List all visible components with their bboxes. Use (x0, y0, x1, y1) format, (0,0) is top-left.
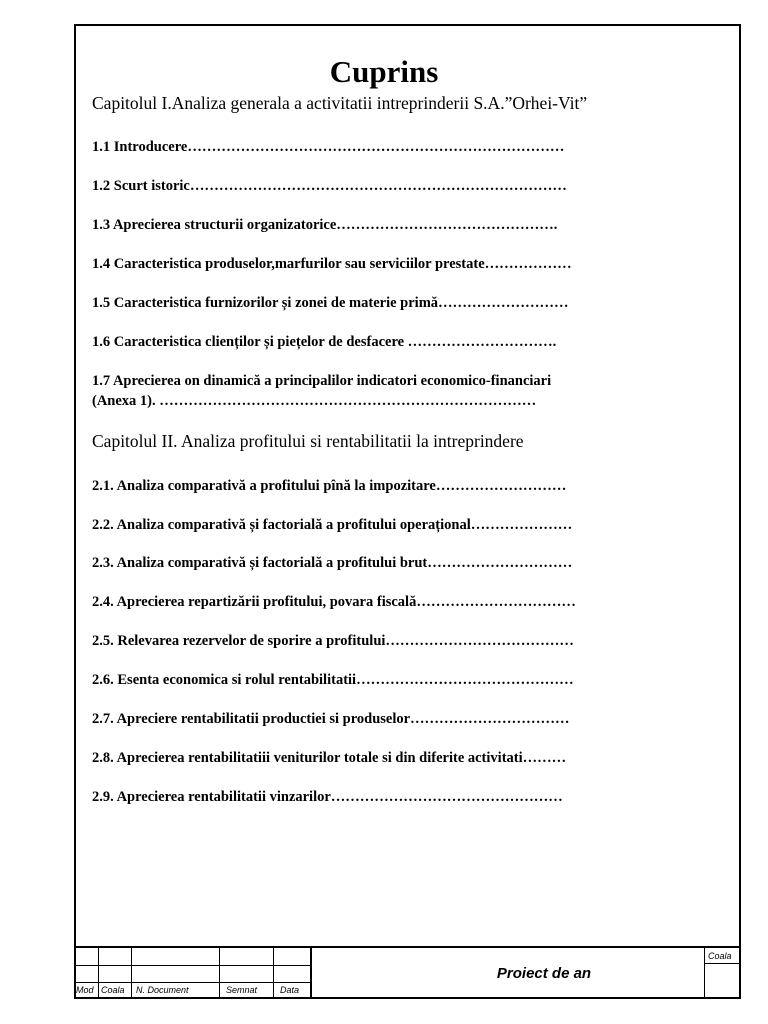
toc-entry-2-3: 2.3. Analiza comparativă și factorială a profitului brut………………………… (92, 555, 573, 571)
page-title: Cuprins (329, 54, 439, 89)
toc-entry-2-1: 2.1. Analiza comparativă a profitului pînă la impozitare……………………… (92, 478, 567, 494)
toc-entry-1-7 (92, 371, 551, 411)
page-frame (74, 24, 741, 999)
stamp-col-divider (219, 948, 220, 999)
toc-entry-2-5: 2.5. Relevarea rezervelor de sporire a profitului………………………………… (92, 633, 574, 649)
toc-entry-2-9: 2.9. Aprecierea rentabilitatii vinzarilor………………………………………… (92, 789, 563, 805)
sheet-label: Coala (708, 951, 732, 961)
title-block (74, 946, 741, 999)
toc-entry-1-7-line-2: (Anexa 1). …………………………………………………………………… (92, 393, 537, 409)
toc-entry-1-6: 1.6 Caracteristica clienților și piețelor de desfacere …………………………. (92, 334, 557, 350)
toc-entry-1-2: 1.2 Scurt istoric…………………………………………………………………… (92, 178, 567, 194)
stamp-sheet-divider (704, 963, 741, 964)
stamp-row-divider (74, 965, 310, 966)
toc-entry-2-2: 2.2. Analiza comparativă și factorială a profitului operațional………………… (92, 517, 573, 533)
toc-entry-1-3: 1.3 Aprecierea structurii organizatorice………………………………………. (92, 217, 558, 233)
project-label: Proiect de an (496, 965, 592, 982)
stamp-col-semnat: Semnat (226, 985, 258, 995)
toc-entry-2-4: 2.4. Aprecierea repartizării profitului, povara fiscală…………………………… (92, 594, 576, 610)
stamp-row-divider (74, 982, 310, 983)
toc-entry-1-4: 1.4 Caracteristica produselor,marfurilor sau serviciilor prestate……………… (92, 256, 572, 272)
toc-entry-1-1: 1.1 Introducere…………………………………………………………………… (92, 139, 565, 155)
toc-entry-2-6: 2.6. Esenta economica si rolul rentabilitatii……………………………………… (92, 672, 574, 688)
stamp-col-coala: Coala (101, 985, 125, 995)
toc-entry-2-8: 2.8. Aprecierea rentabilitatiii veniturilor totale si din diferite activitati……… (92, 750, 567, 766)
chapter-2-heading: Capitolul II. Analiza profitului si rentabilitatii la intreprindere (92, 431, 524, 451)
stamp-col-mod: Mod (76, 985, 94, 995)
stamp-col-document: N. Document (136, 985, 189, 995)
chapter-1-heading: Capitolul I.Analiza generala a activitatii intreprinderii S.A.”Orhei-Vit” (92, 93, 588, 113)
toc-entry-2-7: 2.7. Apreciere rentabilitatii productiei si produselor…………………………… (92, 711, 570, 727)
stamp-col-divider (98, 948, 99, 999)
stamp-col-divider (131, 948, 132, 999)
toc-entry-1-5: 1.5 Caracteristica furnizorilor și zonei de materie primă……………………… (92, 295, 569, 311)
stamp-col-divider (310, 948, 312, 999)
toc-entry-1-7-line-1: 1.7 Aprecierea on dinamică a principalilor indicatori economico-financiari (92, 373, 552, 389)
stamp-col-data: Data (280, 985, 300, 995)
stamp-col-divider (273, 948, 274, 999)
